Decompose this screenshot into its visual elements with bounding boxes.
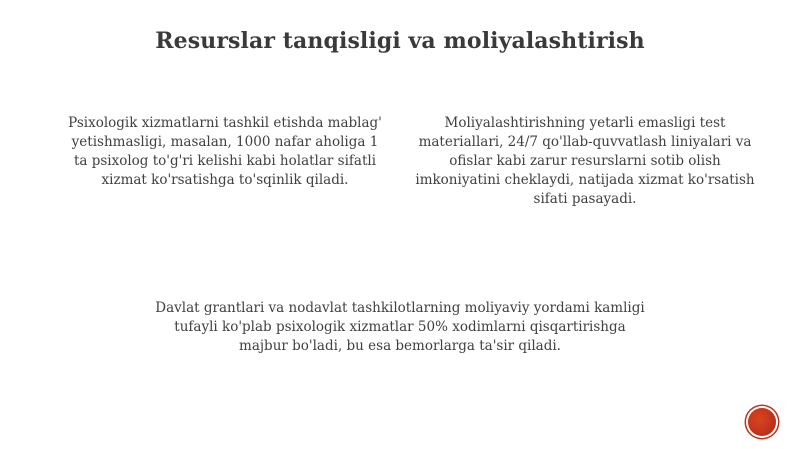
text-block-left: Psixologik xizmatlarni tashkil etishda mablag' yetishmasligi, masalan, 1000 nafar aholiga 1 ta psixolog to'g'ri kelishi kabi holatlar sifatli xizmat ko'rsatishga to'sqinlik qiladi.: [68, 115, 382, 188]
text-block-bottom: Davlat grantlari va nodavlat tashkilotlarning moliyaviy yordami kamligi tufayli ko'plab psixologik xizmatlar 50% xodimlarni qisqartirishga majbur bo'ladi, bu esa bemorlarga ta'sir qiladi.: [155, 300, 645, 354]
text-block-right: Moliyalashtirishning yetarli emasligi test materiallari, 24/7 qo'llab-quvvatlash liniyalari va ofislar kabi zarur resurslarni sotib olish imkoniyatini cheklaydi, natijada xizmat ko'rsatish sifati pasayadi.: [415, 115, 755, 207]
slide-title: Resurslar tanqisligi va moliyalashtirish: [155, 28, 645, 54]
circle-button-icon[interactable]: [748, 408, 776, 436]
